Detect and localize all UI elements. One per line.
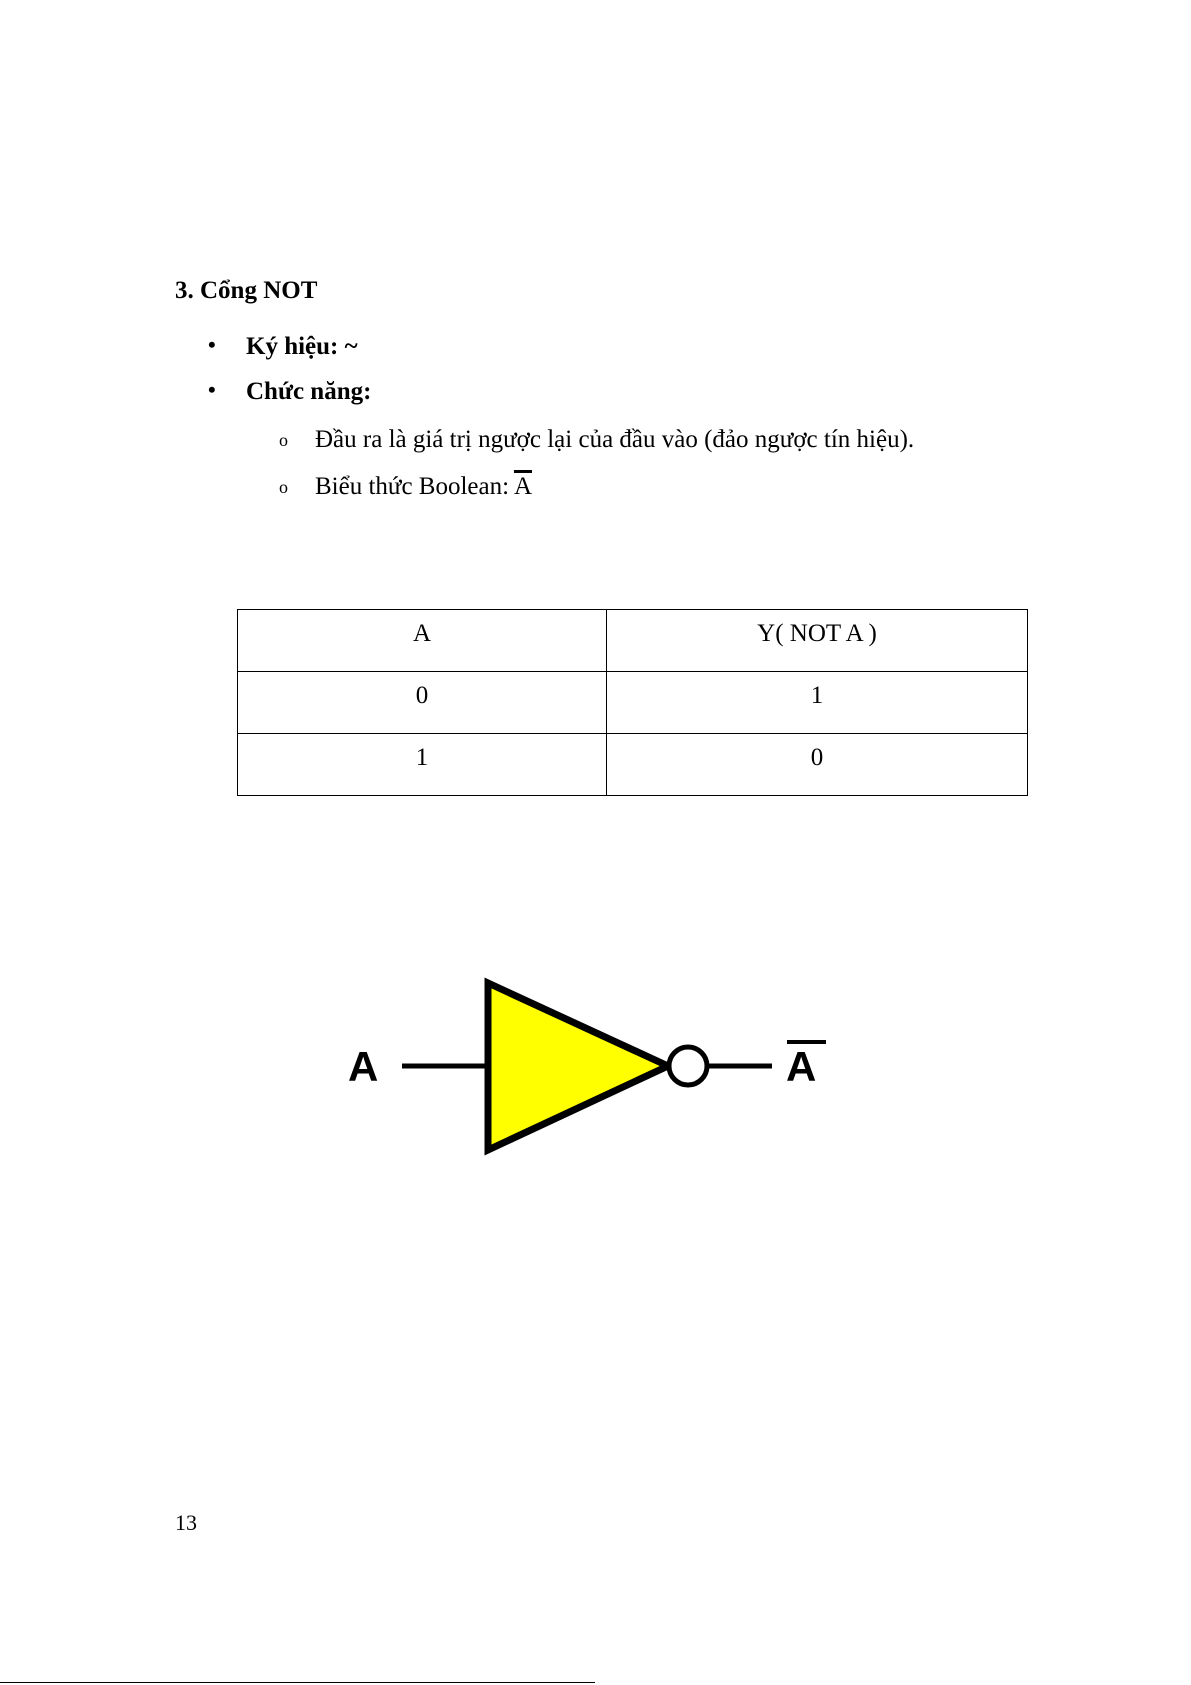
table-cell: 0	[607, 734, 1028, 796]
bullet-text: Chức năng:	[246, 378, 372, 405]
footer-rule	[0, 1682, 595, 1683]
bullet-item-symbol	[208, 334, 358, 359]
sub-item-description	[279, 427, 914, 452]
sub-item-text: Đầu ra là giá trị ngược lại của đầu vào (đảo ngược tín hiệu).	[315, 426, 915, 453]
table-cell: 1	[238, 734, 607, 796]
boolean-expression: $\overline{A}$	[513, 473, 533, 500]
table-row	[238, 734, 1028, 796]
table-header-cell: A	[238, 610, 607, 672]
sub-item-prefix: Biểu thức Boolean:	[315, 473, 514, 500]
not-gate-diagram	[340, 970, 840, 1170]
sub-item-boolean-expression	[279, 474, 532, 499]
gate-input-label: A	[348, 1043, 379, 1090]
bullet-text: Ký hiệu: ~	[246, 333, 358, 360]
bullet-item-function	[208, 379, 371, 404]
table-cell: 0	[238, 672, 607, 734]
section-title: 3. Cổng NOT	[175, 277, 318, 304]
table-header-cell: Y( NOT A )	[607, 610, 1028, 672]
inversion-bubble-icon	[669, 1047, 707, 1085]
circle-bullet-icon: o	[279, 430, 288, 450]
bullet-dot-icon: •	[208, 332, 216, 357]
circle-bullet-icon: o	[279, 477, 288, 497]
table-cell: 1	[607, 672, 1028, 734]
page-number: 13	[175, 1510, 197, 1535]
table-row	[238, 672, 1028, 734]
bullet-dot-icon: •	[208, 377, 216, 402]
table-header-row	[238, 610, 1028, 672]
not-gate-triangle-icon	[488, 983, 668, 1150]
gate-output-label: A	[786, 1043, 817, 1090]
truth-table	[237, 609, 1028, 796]
